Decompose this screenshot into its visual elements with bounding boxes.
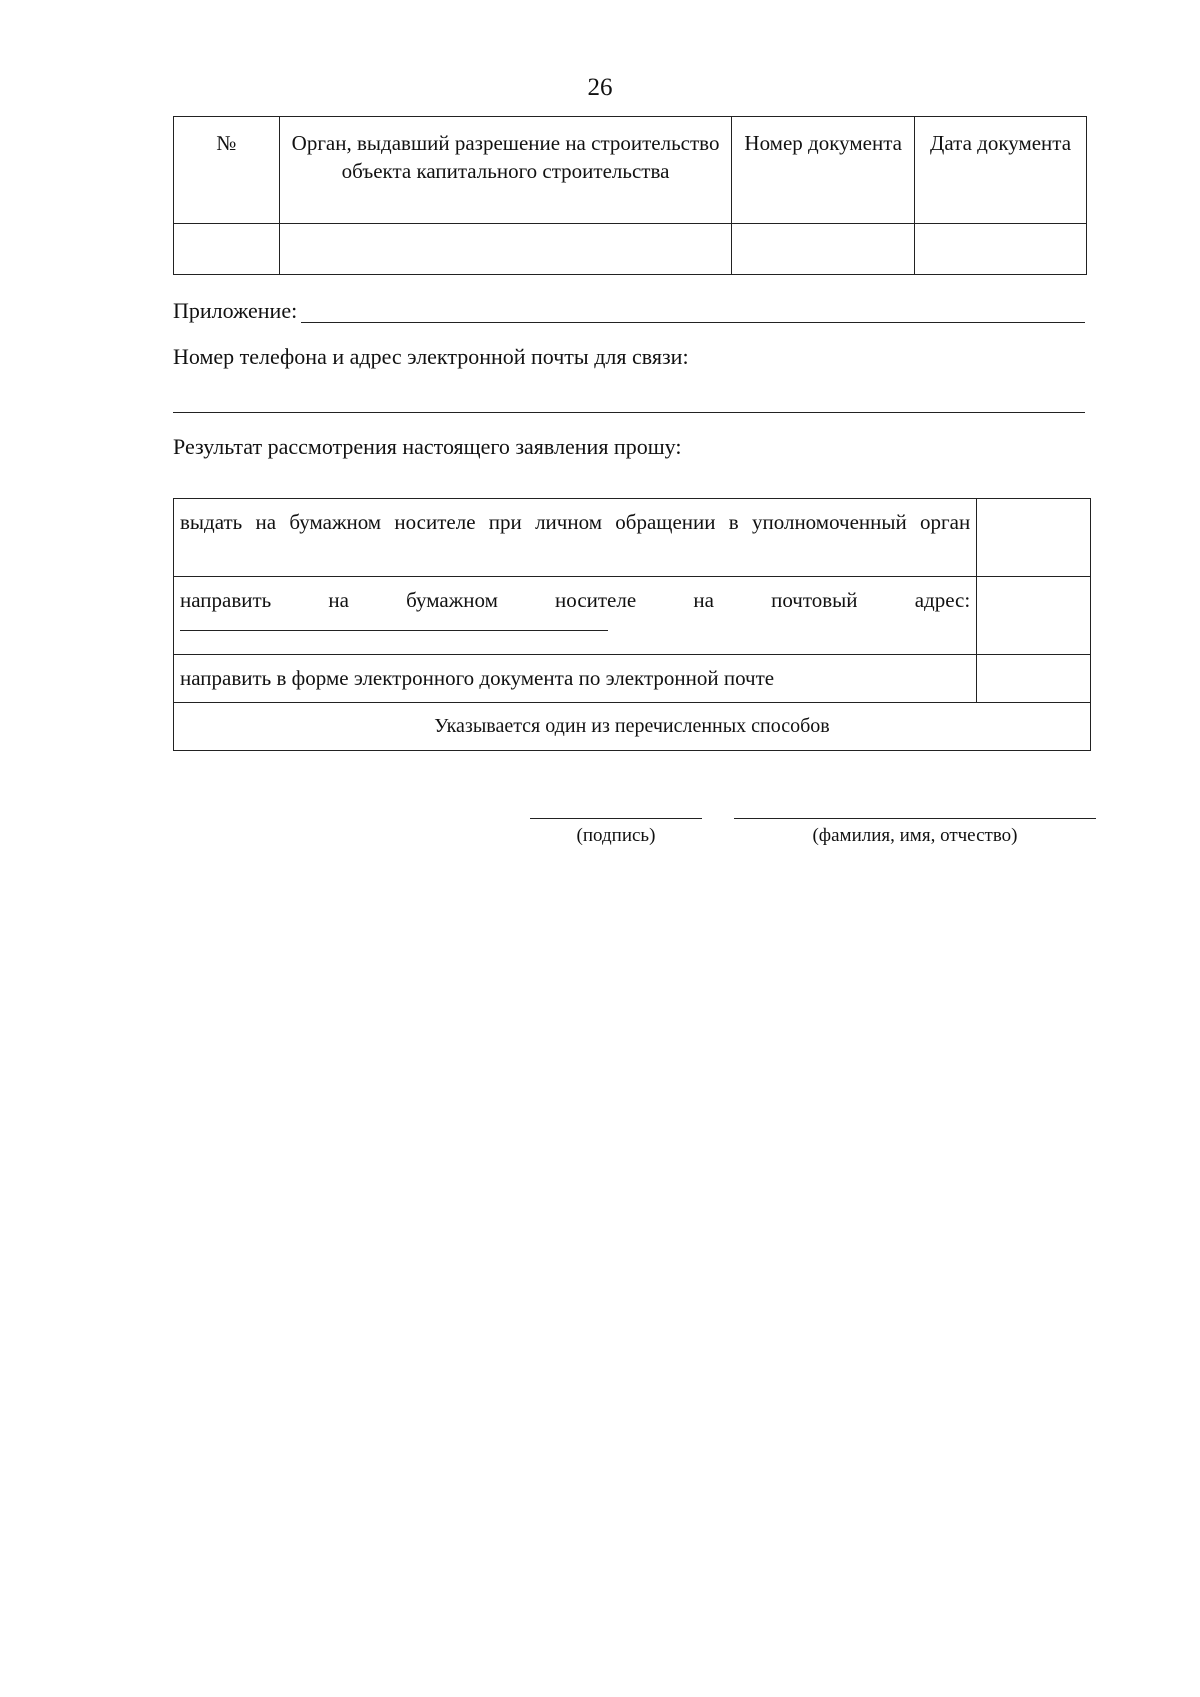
delivery-option-post: направить на бумажном носителе на почтовый адрес:: [180, 588, 971, 612]
delivery-note: Указывается один из перечисленных способов: [174, 703, 1091, 751]
signature-block: [530, 806, 702, 847]
delivery-option-row: [174, 499, 1091, 577]
full-name-input-line[interactable]: [734, 806, 1096, 819]
cell-doc-date[interactable]: [915, 224, 1087, 275]
header-doc-number: Номер документа: [732, 117, 915, 224]
attachment-input-line[interactable]: [301, 298, 1085, 323]
cell-organ[interactable]: [279, 224, 731, 275]
delivery-note-row: [174, 703, 1091, 751]
page-number: 26: [587, 74, 613, 101]
full-name-caption: (фамилия, имя, отчество): [812, 825, 1018, 846]
cell-doc-number[interactable]: [732, 224, 915, 275]
delivery-methods-table: [173, 498, 1091, 751]
header-organ: Орган, выдавший разрешение на строительство объекта капитального строительства: [279, 117, 731, 224]
cell-num[interactable]: [174, 224, 280, 275]
result-label: Результат рассмотрения настоящего заявления прошу:: [173, 434, 682, 459]
delivery-option-in-person: выдать на бумажном носителе при личном обращении в уполномоченный орган: [174, 499, 977, 577]
signature-input-line[interactable]: [530, 806, 702, 819]
delivery-option-row: [174, 655, 1091, 703]
signature-caption: (подпись): [576, 825, 656, 846]
contact-input-line[interactable]: [173, 412, 1085, 413]
full-name-block: [734, 806, 1096, 847]
attachment-field: [173, 298, 1085, 324]
header-doc-date: Дата документа: [915, 117, 1087, 224]
delivery-option-email: направить в форме электронного документа по электронной почте: [174, 655, 977, 703]
header-num: №: [174, 117, 280, 224]
attachment-label: Приложение:: [173, 298, 298, 323]
delivery-option-in-person-mark[interactable]: [977, 499, 1091, 577]
table-row: [174, 224, 1087, 275]
permits-table-header: [174, 117, 1087, 224]
delivery-option-email-mark[interactable]: [977, 655, 1091, 703]
postal-address-input-line[interactable]: [180, 614, 608, 631]
delivery-option-row: [174, 577, 1091, 655]
contact-label: Номер телефона и адрес электронной почты для связи:: [173, 344, 689, 369]
delivery-option-post-mark[interactable]: [977, 577, 1091, 655]
delivery-option-post-cell: [174, 577, 977, 655]
permits-table: [173, 116, 1087, 275]
